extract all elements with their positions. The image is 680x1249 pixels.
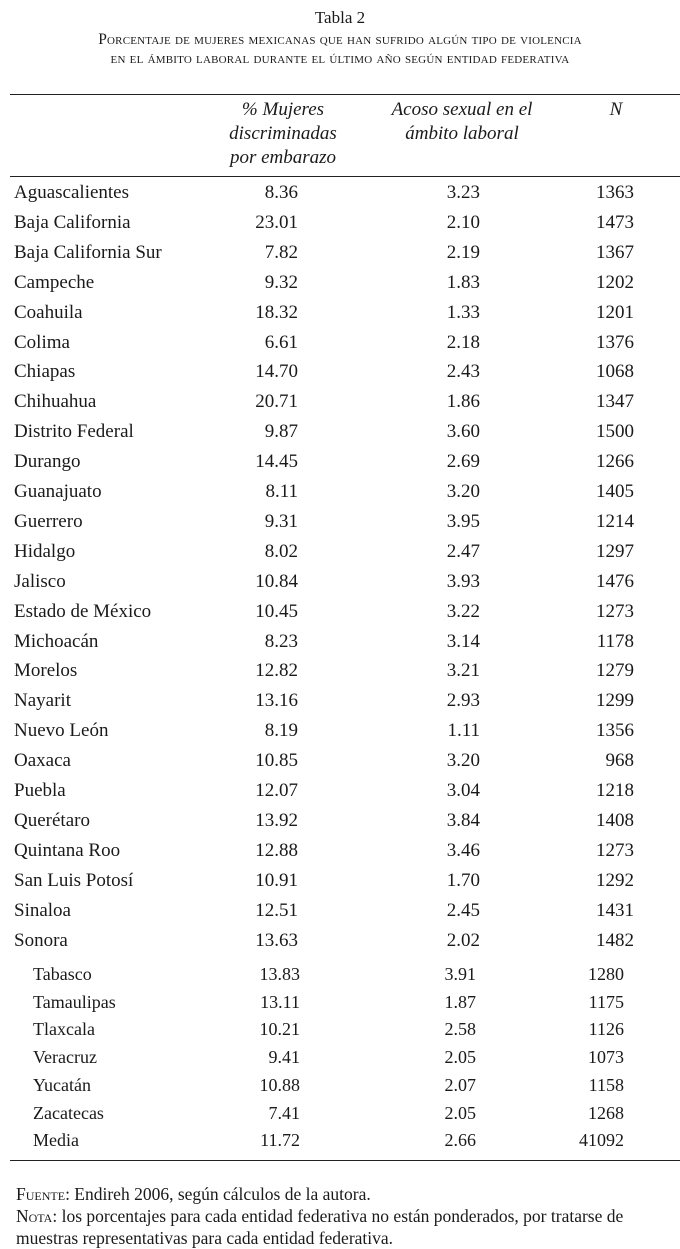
- discrim-cell: 8.11: [265, 481, 298, 502]
- n-cell: 1363: [596, 182, 634, 203]
- acoso-cell: 2.02: [446, 929, 480, 951]
- acoso-cell: 3.46: [446, 839, 480, 861]
- table-row: [0, 866, 680, 896]
- discrim-cell: 13.92: [255, 809, 298, 831]
- n-cell: 1299: [596, 690, 634, 712]
- discrim-cell: 10.84: [255, 570, 298, 592]
- entity-cell: Zacatecas: [33, 1102, 104, 1123]
- discrim-cell: 12.07: [255, 780, 298, 801]
- table-row: [0, 989, 680, 1017]
- entity-cell: Hidalgo: [14, 540, 76, 562]
- table-row: [0, 746, 680, 776]
- table-number: Tabla 2: [314, 8, 366, 27]
- acoso-cell: 3.95: [446, 510, 480, 532]
- n-cell: 1473: [596, 211, 634, 233]
- acoso-cell: 2.93: [446, 690, 480, 712]
- discrim-cell: 10.88: [259, 1074, 300, 1095]
- acoso-cell: 2.45: [446, 899, 480, 921]
- n-cell: 1201: [596, 301, 634, 323]
- acoso-cell: 3.84: [446, 809, 480, 831]
- source-label: Fuente: [16, 1184, 66, 1204]
- n-cell: 1405: [596, 481, 634, 502]
- acoso-cell: 3.22: [446, 600, 480, 622]
- source-text: : Endireh 2006, según cálculos de la autora.: [65, 1184, 371, 1204]
- discrim-cell: 18.32: [255, 301, 298, 323]
- note-label: Nota: [16, 1206, 53, 1226]
- entity-cell: Colima: [14, 331, 70, 353]
- n-cell: 41092: [579, 1130, 624, 1151]
- table-row: [0, 268, 680, 298]
- table-row: [0, 537, 680, 567]
- n-cell: 1347: [596, 391, 634, 413]
- table-row: [0, 716, 680, 746]
- table-notes: [16, 1183, 676, 1249]
- discrim-cell: 13.16: [255, 690, 298, 712]
- acoso-cell: 1.70: [446, 869, 480, 891]
- acoso-cell: 3.20: [446, 750, 480, 772]
- n-cell: 1266: [596, 451, 634, 473]
- table-row: [0, 627, 680, 657]
- acoso-cell: 2.69: [446, 451, 480, 473]
- discrim-cell: 13.11: [260, 991, 300, 1012]
- table-row: [0, 597, 680, 627]
- entity-cell: Nuevo León: [14, 720, 109, 742]
- n-cell: 1500: [596, 421, 634, 443]
- n-cell: 1273: [596, 600, 634, 622]
- acoso-cell: 2.18: [446, 331, 480, 353]
- entity-cell: Campeche: [14, 271, 95, 293]
- discrim-cell: 13.83: [259, 964, 300, 984]
- source-note: [16, 1183, 676, 1205]
- table-row: [0, 836, 680, 866]
- discrim-cell: 11.72: [260, 1130, 300, 1151]
- entity-cell: Sonora: [14, 929, 68, 951]
- acoso-cell: 2.43: [446, 361, 480, 383]
- discrim-cell: 13.63: [255, 929, 298, 951]
- discrim-cell: 8.23: [264, 630, 298, 652]
- entity-cell: Media: [33, 1130, 79, 1151]
- n-cell: 1158: [588, 1074, 624, 1095]
- acoso-cell: 2.07: [444, 1074, 476, 1095]
- discrim-cell: 10.45: [255, 600, 298, 622]
- entity-cell: Durango: [14, 451, 81, 473]
- acoso-cell: 2.66: [444, 1130, 476, 1151]
- n-cell: 1408: [596, 809, 634, 831]
- discrim-cell: 10.85: [255, 750, 298, 772]
- entity-cell: Nayarit: [14, 690, 71, 712]
- table-row: [0, 1044, 680, 1072]
- header-rule: [10, 176, 680, 177]
- header-discrim-line-1: % Mujeres: [241, 99, 325, 120]
- table-row: [0, 238, 680, 268]
- n-cell: 1073: [588, 1047, 624, 1068]
- entity-cell: Jalisco: [14, 570, 66, 592]
- table-row: [0, 1016, 680, 1044]
- acoso-cell: 3.93: [446, 570, 480, 592]
- table-caption: [0, 8, 680, 68]
- table-row: [0, 298, 680, 328]
- n-cell: 1476: [596, 570, 634, 592]
- table-row: [0, 447, 680, 477]
- table-row: [0, 776, 680, 806]
- entity-cell: Sinaloa: [14, 899, 71, 921]
- acoso-cell: 3.91: [444, 964, 476, 984]
- acoso-cell: 2.05: [444, 1102, 476, 1123]
- table-row: [0, 656, 680, 686]
- discrim-cell: 7.82: [264, 241, 298, 263]
- table-row: [0, 208, 680, 238]
- discrim-cell: 9.87: [264, 421, 298, 443]
- discrim-cell: 7.41: [268, 1102, 300, 1123]
- discrim-cell: 9.32: [264, 271, 298, 293]
- n-cell: 1068: [596, 361, 634, 383]
- entity-cell: Oaxaca: [14, 750, 71, 772]
- table-row: [0, 567, 680, 597]
- n-cell: 1292: [596, 869, 634, 891]
- acoso-cell: 3.20: [446, 481, 480, 502]
- n-cell: 1273: [596, 839, 634, 861]
- table-title-line-2: en el ámbito laboral durante el último año según entidad federativa: [110, 50, 570, 67]
- table-row: [0, 477, 680, 507]
- entity-cell: Coahuila: [14, 301, 83, 323]
- n-cell: 1367: [596, 241, 634, 263]
- n-cell: 1356: [596, 720, 634, 742]
- table-row: [0, 686, 680, 716]
- discrim-cell: 23.01: [255, 211, 298, 233]
- table-row: [0, 328, 680, 358]
- discrim-cell: 12.82: [255, 660, 298, 682]
- n-cell: 1202: [596, 271, 634, 293]
- table-row: [0, 178, 680, 208]
- table-row: [0, 926, 680, 956]
- header-acoso: [372, 98, 552, 146]
- entity-cell: Guanajuato: [14, 481, 102, 502]
- n-cell: 1178: [596, 630, 634, 652]
- n-cell: 1280: [588, 964, 624, 984]
- discrim-cell: 8.19: [264, 720, 298, 742]
- n-cell: 1376: [596, 331, 634, 353]
- n-cell: 1268: [588, 1102, 624, 1123]
- entity-cell: Guerrero: [14, 510, 83, 532]
- entity-cell: Tlaxcala: [33, 1019, 95, 1040]
- table-title: [0, 30, 680, 68]
- top-rule: [10, 94, 680, 95]
- entity-cell: Chiapas: [14, 361, 76, 383]
- entity-cell: Tabasco: [33, 964, 92, 984]
- table-row: [0, 961, 680, 989]
- discrim-cell: 9.41: [268, 1047, 300, 1068]
- table-row: [0, 387, 680, 417]
- entity-cell: Baja California: [14, 211, 131, 233]
- acoso-cell: 3.21: [446, 660, 480, 682]
- table-row: [0, 1100, 680, 1128]
- discrim-cell: 6.61: [264, 331, 298, 353]
- acoso-cell: 2.47: [446, 540, 480, 562]
- entity-cell: Puebla: [14, 780, 66, 801]
- header-acoso-line-2: ámbito laboral: [405, 123, 519, 144]
- table-row: [0, 507, 680, 537]
- table-row: [0, 417, 680, 447]
- entity-cell: Distrito Federal: [14, 421, 134, 443]
- n-cell: 1214: [596, 510, 634, 532]
- discrim-cell: 14.45: [255, 451, 298, 473]
- acoso-cell: 2.05: [444, 1047, 476, 1068]
- header-acoso-line-1: Acoso sexual en el: [391, 99, 533, 120]
- entity-cell: Tamaulipas: [33, 991, 116, 1012]
- table-row: [0, 1127, 680, 1155]
- bottom-rule: [10, 1160, 680, 1161]
- discrim-cell: 20.71: [255, 391, 298, 413]
- table-title-line-1: Porcentaje de mujeres mexicanas que han sufrido algún tipo de violencia: [98, 31, 582, 48]
- acoso-cell: 1.83: [446, 271, 480, 293]
- n-cell: 1431: [596, 899, 634, 921]
- entity-cell: Estado de México: [14, 600, 152, 622]
- acoso-cell: 2.58: [444, 1019, 476, 1040]
- discrim-cell: 14.70: [255, 361, 298, 383]
- general-note: [16, 1205, 676, 1249]
- header-n: N: [609, 99, 623, 120]
- header-discrim-line-3: por embarazo: [229, 147, 337, 168]
- entity-cell: Baja California Sur: [14, 241, 162, 263]
- acoso-cell: 3.04: [446, 780, 480, 801]
- entity-cell: Quintana Roo: [14, 839, 121, 861]
- note-text: : los porcentajes para cada entidad federativa no están ponderados, por tratarse de muestras representativas para cada entidad federativa.: [16, 1206, 624, 1248]
- n-cell: 1126: [588, 1019, 624, 1040]
- entity-cell: Aguascalientes: [14, 182, 130, 203]
- table-row: [0, 1072, 680, 1100]
- discrim-cell: 10.91: [255, 869, 298, 891]
- entity-cell: San Luis Potosí: [14, 869, 134, 891]
- acoso-cell: 1.86: [446, 391, 480, 413]
- header-discrim-line-2: discriminadas: [229, 123, 337, 144]
- n-cell: 1218: [596, 780, 634, 801]
- n-cell: 968: [605, 750, 634, 772]
- acoso-cell: 2.19: [446, 241, 480, 263]
- header-discrim: [203, 98, 363, 170]
- entity-cell: Michoacán: [14, 630, 99, 652]
- discrim-cell: 12.51: [255, 899, 298, 921]
- discrim-cell: 8.02: [264, 540, 298, 562]
- discrim-cell: 9.31: [264, 510, 298, 532]
- n-cell: 1175: [588, 991, 624, 1012]
- entity-cell: Chihuahua: [14, 391, 97, 413]
- entity-cell: Querétaro: [14, 809, 90, 831]
- entity-cell: Yucatán: [33, 1074, 91, 1095]
- n-cell: 1482: [596, 929, 634, 951]
- acoso-cell: 3.60: [446, 421, 480, 443]
- acoso-cell: 2.10: [446, 211, 480, 233]
- table-row: [0, 896, 680, 926]
- acoso-cell: 1.33: [446, 301, 480, 323]
- table-row: [0, 806, 680, 836]
- entity-cell: Veracruz: [33, 1047, 97, 1068]
- n-cell: 1279: [596, 660, 634, 682]
- discrim-cell: 8.36: [264, 182, 298, 203]
- n-cell: 1297: [596, 540, 634, 562]
- acoso-cell: 1.87: [444, 991, 476, 1012]
- table-row: [0, 357, 680, 387]
- acoso-cell: 3.23: [446, 182, 480, 203]
- entity-cell: Morelos: [14, 660, 78, 682]
- acoso-cell: 3.14: [446, 630, 480, 652]
- discrim-cell: 10.21: [259, 1019, 300, 1040]
- discrim-cell: 12.88: [255, 839, 298, 861]
- acoso-cell: 1.11: [447, 720, 480, 742]
